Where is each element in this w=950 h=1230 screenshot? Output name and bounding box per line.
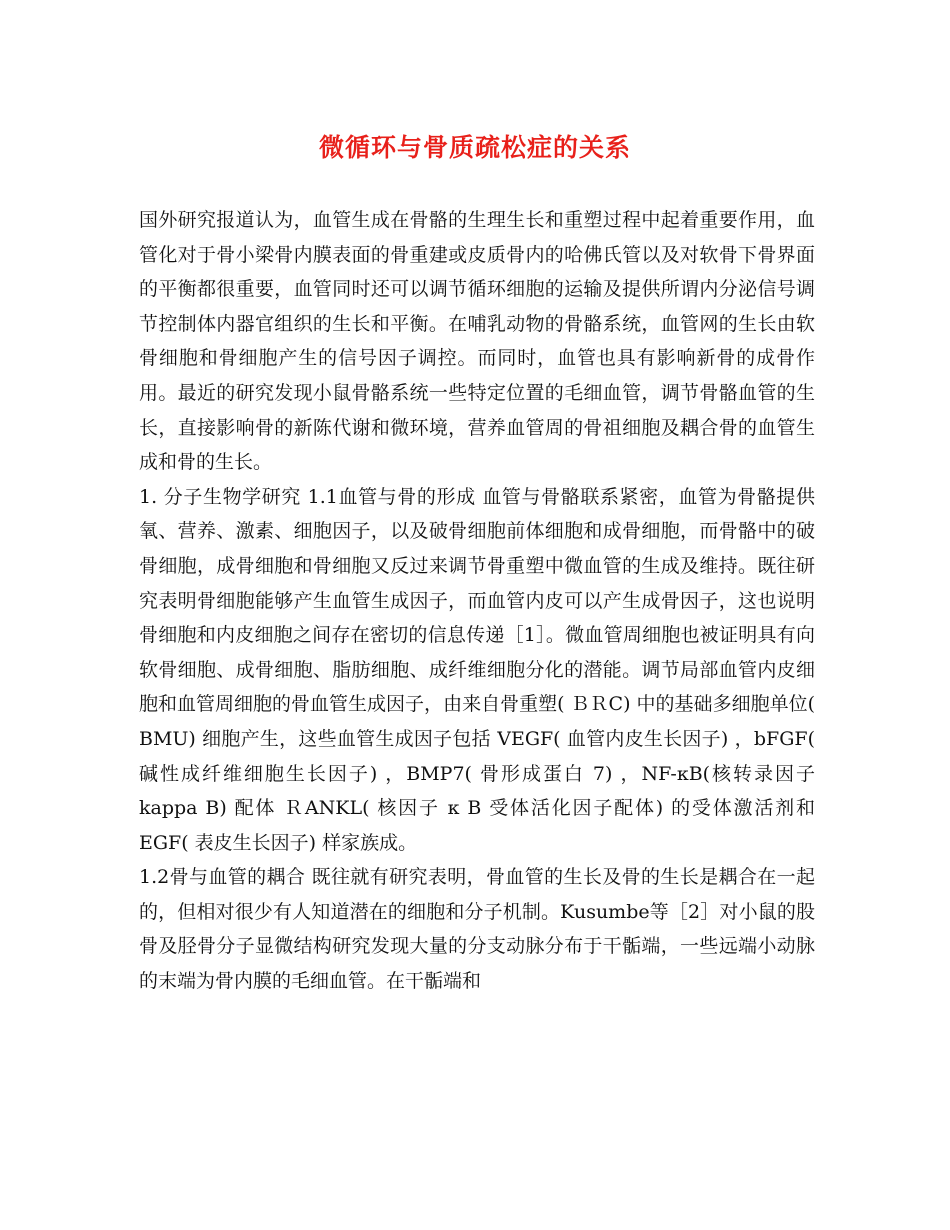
- paragraph-intro: 国外研究报道认为，血管生成在骨骼的生理生长和重塑过程中起着重要作用，血管化对于骨小梁骨内膜表面的骨重建或皮质骨内的哈佛氏管以及对软骨下骨界面的平衡都很重要，血管同时还可以调节循环细胞的运输及提供所谓内分泌信号调节控制体内器官组织的生长和平衡。在哺乳动物的骨骼系统，血管网的生长由软骨细胞和骨细胞产生的信号因子调控。而同时，血管也具有影响新骨的成骨作用。最近的研究发现小鼠骨骼系统一些特定位置的毛细血管，调节骨骼血管的生长，直接影响骨的新陈代谢和微环境，营养血管周的骨祖细胞及耦合骨的血管生成和骨的生长。: [139, 209, 815, 474]
- document-title: 微循环与骨质疏松症的关系: [318, 133, 631, 162]
- paragraph-section-1: 1. 分子生物学研究 1.1血管与骨的形成 血管与骨骼联系紧密，血管为骨骼提供氧、营养、激素、细胞因子，以及破骨细胞前体细胞和成骨细胞，而骨骼中的破骨细胞，成骨细胞和骨细胞又反过来调节骨重塑中微血管的生成及维持。既往研究表明骨细胞能够产生血管生成因子，而血管内皮可以产生成骨因子，这也说明骨细胞和内皮细胞之间存在密切的信息传递［1］。微血管周细胞也被证明具有向软骨细胞、成骨细胞、脂肪细胞、成纤维细胞分化的潜能。调节局部血管内皮细胞和血管周细胞的骨血管生成因子，由来自骨重塑( ＢＲC) 中的基础多细胞单位( BMU) 细胞产生，这些血管生成因子包括 VEGF( 血管内皮生长因子) ，bFGF( 碱性成纤维细胞生长因子) ，BMP7( 骨形成蛋白 7) ，NF-κB(核转录因子 kappa B) 配体 ＲANKL( 核因子 κ B 受体活化因子配体) 的受体激活剂和 EGF( 表皮生长因子) 样家族成。: [139, 485, 815, 854]
- paragraph-section-1-2: 1.2骨与血管的耦合 既往就有研究表明，骨血管的生长及骨的生长是耦合在一起的，但相对很少有人知道潜在的细胞和分子机制。Kusumbe等［2］对小鼠的股骨及胫骨分子显微结构研究发现大量的分支动脉分布于干骺端，一些远端小动脉的末端为骨内膜的毛细血管。在干骺端和: [139, 866, 815, 993]
- document-body: [139, 203, 815, 999]
